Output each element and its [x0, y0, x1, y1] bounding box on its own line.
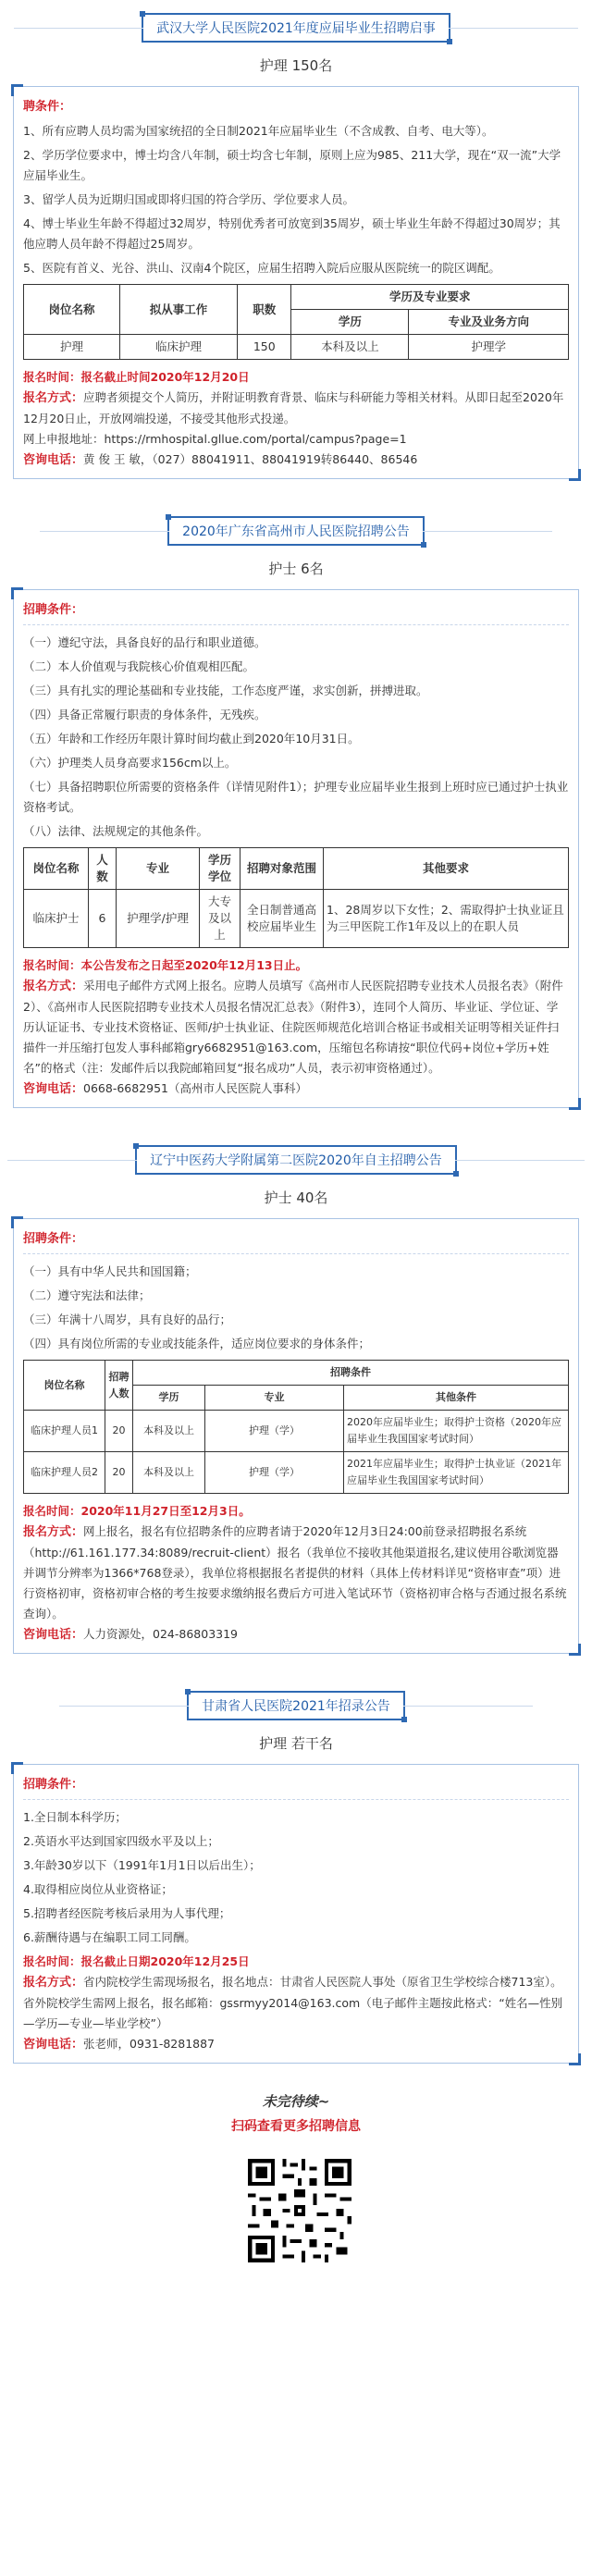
- table-header: 岗位名称: [24, 848, 89, 890]
- section-title-text: 辽宁中医药大学附属第二医院2020年自主招聘公告: [150, 1153, 442, 1168]
- apply-url[interactable]: 网上申报地址：https://rmhospital.gllue.com/portal/campus?page=1: [23, 432, 407, 446]
- section-title: [135, 1145, 457, 1175]
- table-header: 岗位名称: [24, 1361, 105, 1411]
- method-label: 报名方式：: [23, 980, 84, 993]
- deadline-line: [23, 955, 569, 976]
- table-header: 学历及专业要求: [291, 285, 569, 310]
- table-row: [24, 1411, 569, 1452]
- method-text: 网上报名，报名有位招聘条件的应聘者请于2020年12月3日24:00前登录招聘报名系统（http://61.161.177.34:8089/recruit-client）报名（我单位不接收其他渠道报名,建议使用谷歌浏览器并调节分辨率为1366*768登录），我单位将根据报名者提供的材料（具体上传材料详见“资格审查”项）进行资格初审，资格初审合格的考生按要求缴纳报名费后方可进入笔试环节（资格初审合格与否通过报名系统查询）。: [23, 1524, 567, 1621]
- table-header: 招聘对象范围: [240, 848, 324, 890]
- deadline-label: 报名时间：: [23, 370, 81, 384]
- method-text-online: 省外院校学生需网上报名，报名邮箱：gssrmyy2014@163.com（电子邮件主题按此格式：“姓名—性别—学历—专业—毕业学校”）: [23, 1996, 563, 2030]
- table-cell: 临床护理人员2: [24, 1452, 105, 1494]
- table-cell: 6: [89, 890, 117, 948]
- requirements-label: 聘条件：: [23, 100, 72, 114]
- table-cell: 2021年应届毕业生；取得护士执业证（2021年应届毕业生我国国家考试时间）: [344, 1452, 569, 1494]
- method-line: [23, 1522, 569, 1624]
- table-cell: 临床护理人员1: [24, 1411, 105, 1452]
- requirements-list: [23, 121, 569, 278]
- section-title: [187, 1691, 405, 1720]
- deadline-label: 报名时间：: [23, 958, 81, 972]
- positions-table: [23, 1360, 569, 1494]
- position-line: 护士 6名: [268, 561, 324, 577]
- table-row: [24, 335, 569, 360]
- announcement-liaoning: [0, 1132, 592, 1654]
- table-cell: 临床护理: [120, 335, 238, 360]
- section-title: [167, 516, 425, 546]
- method-text: 省内院校学生需现场报名，报名地点：甘肃省人民医院人事处（原省卫生学校综合楼713室）。: [83, 1975, 562, 1989]
- table-header: 学历: [291, 310, 409, 335]
- table-header: 专业及业务方向: [409, 310, 569, 335]
- contact-text: 黄 俊 王 敏，（027）88041911、88041919转86440、86546: [83, 452, 418, 466]
- requirements-list: [23, 1262, 569, 1354]
- table-cell: 大专及以上: [200, 890, 240, 948]
- requirements-label: 招聘条件：: [23, 603, 84, 617]
- section-title-text: 2020年广东省高州市人民医院招聘公告: [182, 524, 410, 539]
- table-cell: 护理（学）: [205, 1452, 344, 1494]
- deadline-label: 报名时间：: [23, 1504, 81, 1518]
- table-row: [24, 890, 569, 948]
- table-cell: 150: [238, 335, 291, 360]
- table-cell: 本科及以上: [133, 1411, 205, 1452]
- requirement-item: （二）遵守宪法和法律；: [23, 1288, 151, 1302]
- table-header: 其他要求: [324, 848, 569, 890]
- requirements-label: 招聘条件：: [23, 1232, 84, 1246]
- announcement-wuhan: [0, 0, 592, 479]
- contact-label: 咨询电话：: [23, 2038, 84, 2052]
- requirement-item: （三）年满十八周岁，具有良好的品行；: [23, 1313, 232, 1326]
- deadline-line: [23, 1952, 569, 1972]
- divider: [23, 1799, 569, 1800]
- method-line: [23, 976, 569, 1078]
- details-box: [13, 1764, 579, 2064]
- table-header: 其他条件: [344, 1386, 569, 1411]
- footer: [0, 2091, 592, 2262]
- requirement-item: （三）具有扎实的理论基础和专业技能，工作态度严谨，求实创新，拼搏进取。: [23, 684, 428, 697]
- scan-prompt: 扫码查看更多招聘信息: [231, 2119, 361, 2134]
- requirement-item: （六）护理类人员身高要求156cm以上。: [23, 756, 237, 770]
- requirement-item: （一）具有中华人民共和国国籍；: [23, 1264, 197, 1278]
- position-line: 护士 40名: [264, 1189, 328, 1206]
- table-header: 专业: [117, 848, 200, 890]
- table-cell: 2020年应届毕业生；取得护士资格（2020年应届毕业生我国国家考试时间）: [344, 1411, 569, 1452]
- method-line: [23, 388, 569, 429]
- table-header: 专业: [205, 1386, 344, 1411]
- requirements-list: [23, 1807, 569, 1948]
- deadline-text: 报名截止时间2020年12月20日: [80, 370, 250, 384]
- table-cell: 本科及以上: [133, 1452, 205, 1494]
- requirement-item: 1.全日制本科学历；: [23, 1810, 127, 1824]
- table-header: 招聘条件: [133, 1361, 569, 1386]
- table-cell: 全日制普通高校应届毕业生: [240, 890, 324, 948]
- deadline-text: 报名截止日期2020年12月25日: [80, 1954, 250, 1968]
- table-cell: 本科及以上: [291, 335, 409, 360]
- requirement-item: 6.薪酬待遇与在编职工同工同酬。: [23, 1930, 196, 1944]
- requirement-item: 5.招聘者经医院考核后录用为人事代理；: [23, 1906, 231, 1920]
- section-title: [142, 13, 450, 43]
- table-header: 拟从事工作: [120, 285, 238, 335]
- table-header: 人数: [89, 848, 117, 890]
- position-line: 护理 若干名: [259, 1735, 333, 1752]
- requirements-list: [23, 633, 569, 842]
- section-title-text: 甘肃省人民医院2021年招录公告: [202, 1699, 390, 1714]
- contact-text: 张老师，0931-8281887: [83, 2037, 216, 2051]
- deadline-text: 本公告发布之日起至2020年12月13日止。: [80, 958, 308, 972]
- details-box: [13, 1218, 579, 1654]
- contact-line: [23, 1624, 569, 1645]
- requirements-label: 招聘条件：: [23, 1778, 84, 1792]
- requirement-item: 3、留学人员为近期归国或即将归国的符合学历、学位要求人员。: [23, 192, 354, 206]
- table-header: 招聘人数: [105, 1361, 133, 1411]
- requirement-item: 5、医院有首义、光谷、洪山、汉南4个院区，应届生招聘入院后应服从医院统一的院区调配。: [23, 261, 500, 275]
- section-title-text: 武汉大学人民医院2021年度应届毕业生招聘启事: [156, 21, 436, 36]
- divider: [23, 1253, 569, 1254]
- requirement-item: 4、博士毕业生年龄不得超过32周岁，特别优秀者可放宽到35周岁，硕士毕业生年龄不得超过30周岁；其他应聘人员年龄不得超过25周岁。: [23, 216, 561, 251]
- contact-line: [23, 2034, 569, 2055]
- table-row: [24, 1452, 569, 1494]
- requirement-item: 3.年龄30岁以下（1991年1月1日以后出生）；: [23, 1858, 261, 1872]
- qr-code-icon[interactable]: [240, 2151, 352, 2262]
- deadline-line: [23, 367, 569, 388]
- requirement-item: （一）遵纪守法，具备良好的品行和职业道德。: [23, 635, 266, 649]
- announcement-gansu: [0, 1678, 592, 2064]
- requirement-item: （七）具备招聘职位所需要的资格条件（详情见附件1）；护理专业应届毕业生报到上班时应已通过护士执业资格考试。: [23, 780, 569, 814]
- divider: [23, 624, 569, 625]
- requirement-item: 2、学历学位要求中，博士均含八年制，硕士均含七年制，原则上应为985、211大学，现在“双一流”大学应届毕业生。: [23, 148, 561, 182]
- table-cell: 20: [105, 1411, 133, 1452]
- details-box: [13, 86, 579, 479]
- requirement-item: 1、所有应聘人员均需为国家统招的全日制2021年应届毕业生（不含成教、自考、电大等）。: [23, 124, 494, 138]
- method-label: 报名方式：: [23, 391, 84, 405]
- method-line: [23, 1972, 569, 1993]
- deadline-line: [23, 1501, 569, 1522]
- contact-line: [23, 1078, 569, 1100]
- table-cell: 20: [105, 1452, 133, 1494]
- details-box: [13, 589, 579, 1108]
- deadline-label: 报名时间：: [23, 1954, 81, 1968]
- table-header: 学历学位: [200, 848, 240, 890]
- method-label: 报名方式：: [23, 1976, 84, 1990]
- positions-table: [23, 284, 569, 360]
- requirement-item: （四）具有岗位所需的专业或技能条件，适应岗位要求的身体条件；: [23, 1337, 371, 1350]
- table-cell: 1、28周岁以下女性；2、需取得护士执业证且为三甲医院工作1年及以上的在职人员: [324, 890, 569, 948]
- table-cell: 护理（学）: [205, 1411, 344, 1452]
- method-text: 应聘者须提交个人简历，并附证明教育背景、临床与科研能力等相关材料。从即日起至2020年12月20日止，开放网端投递，不接受其他形式投递。: [23, 390, 564, 425]
- table-cell: 护理学: [409, 335, 569, 360]
- deadline-text: 2020年11月27日至12月3日。: [80, 1504, 251, 1518]
- position-line: 护理 150名: [259, 57, 333, 74]
- to-be-continued: 未完待续~: [262, 2093, 330, 2110]
- requirement-item: 2.英语水平达到国家四级水平及以上；: [23, 1834, 219, 1848]
- contact-line: [23, 450, 569, 471]
- table-cell: 护理: [24, 335, 120, 360]
- method-text: 采用电子邮件方式网上报名。应聘人员填写《高州市人民医院招聘专业技术人员报名表》（附件2）、《高州市人民医院招聘专业技术人员报名情况汇总表》（附件3），连同个人简历、毕业证、学位证、学历认证证书、专业技术资格证、医师/护士执业证、住院医师规范化培训合格证书或相关证明等相关证件扫描件一并压缩打包发人事科邮箱gry6682951@163.com，压缩包名称请按“职位代码+岗位+学历+姓名”的格式（注：发邮件后以我院邮箱回复“报名成功”人员，表示初审资格通过）。: [23, 979, 563, 1075]
- positions-table: [23, 847, 569, 948]
- requirement-item: （八）法律、法规规定的其他条件。: [23, 824, 209, 838]
- contact-text: 人力资源处，024-86803319: [83, 1627, 239, 1641]
- table-header: 学历: [133, 1386, 205, 1411]
- requirement-item: （四）具备正常履行职责的身体条件，无残疾。: [23, 708, 266, 721]
- requirement-item: （二）本人价值观与我院核心价值观相匹配。: [23, 659, 255, 673]
- table-header: 岗位名称: [24, 285, 120, 335]
- contact-label: 咨询电话：: [23, 1628, 84, 1642]
- requirement-item: 4.取得相应岗位从业资格证；: [23, 1882, 173, 1896]
- contact-label: 咨询电话：: [23, 1082, 84, 1096]
- contact-text: 0668-6682951（高州市人民医院人事科）: [83, 1081, 308, 1095]
- contact-label: 咨询电话：: [23, 453, 84, 467]
- announcement-gaozhou: [0, 503, 592, 1108]
- method-label: 报名方式：: [23, 1525, 84, 1539]
- table-header: 职数: [238, 285, 291, 335]
- table-cell: 临床护士: [24, 890, 89, 948]
- requirement-item: （五）年龄和工作经历年限计算时间均截止到2020年10月31日。: [23, 732, 360, 746]
- table-cell: 护理学/护理: [117, 890, 200, 948]
